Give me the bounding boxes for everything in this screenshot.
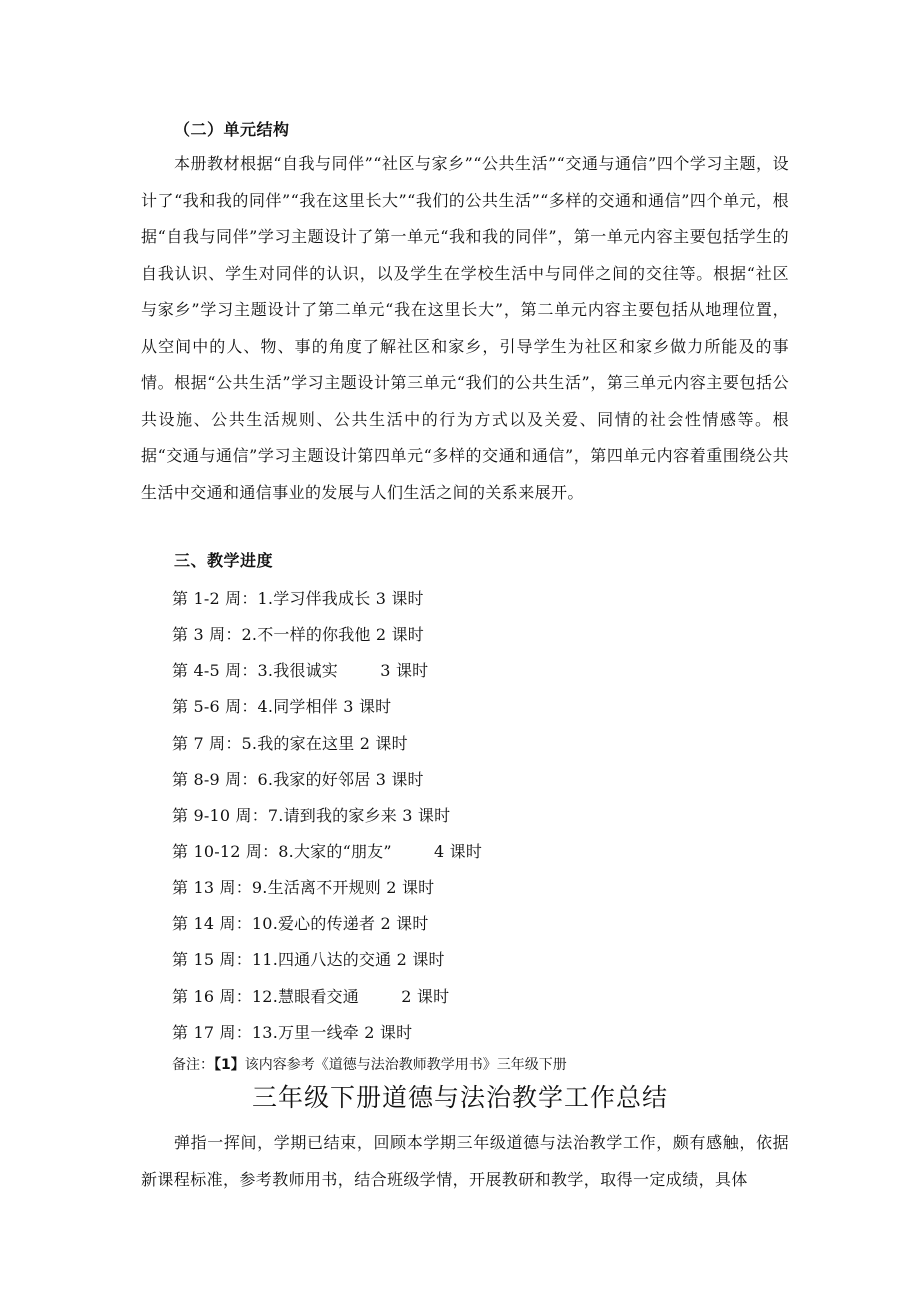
schedule-item: 第 14 周：10.爱心的传递者 2 课时 [172,914,429,934]
schedule-item: 第 16 周：12.慧眼看交通 2 课时 [172,986,450,1006]
schedule-item: 第 7 周：5.我的家在这里 2 课时 [172,733,408,753]
unit-structure-paragraph: 本册教材根据“自我与同伴”“社区与家乡”“公共生活”“交通与通信”四个学习主题，设计了“我和我的同伴”“我在这里长大”“我们的公共生活”“多样的交通和通信”四个单元，根据“自我与同伴”学习主题设计了第一单元“我和我的同伴”，第一单元内容主要包括学生的自我认识、学生对同伴的认识，以及学生在学校生活中与同伴之间的交往等。根据“社区与家乡”学习主题设计了第二单元“我在这里长大”，第二单元内容主要包括从地理位置，从空间中的人、物、事的角度了解社区和家乡，引导学生为社区和家乡做力所能及的事情。根据“公共生活”学习主题设计第三单元“我们的公共生活”，第三单元内容主要包括公共设施、公共生活规则、公共生活中的行为方式以及关爱、同情的社会性情感等。根据“交通与通信”学习主题设计第四单元“多样的交通和通信”，第四单元内容着重围绕公共生活中交通和通信事业的发展与人们生活之间的关系来展开。 [141,154,789,502]
footnote-text: 该内容参考《道德与法治教师教学用书》三年级下册 [244,1057,567,1073]
summary-title: 三年级下册道德与法治教学工作总结 [251,1083,668,1112]
footnote [172,1054,567,1074]
schedule-item: 第 15 周：11.四通八达的交通 2 课时 [172,950,445,970]
schedule-item: 第 3 周：2.不一样的你我他 2 课时 [172,625,424,645]
schedule-item: 第 1-2 周：1.学习伴我成长 3 课时 [172,589,424,608]
footnote-prefix: 备注： [172,1057,214,1073]
section-heading-unit-structure: （二）单元结构 [174,120,290,139]
summary-paragraph: 弹指一挥间，学期已结束，回顾本学期三年级道德与法治教学工作，颇有感触，依据新课程标准，参考教师用书，结合班级学情，开展教研和教学，取得一定成绩，具体 [141,1133,789,1189]
schedule-item: 第 17 周：13.万里一线牵 2 课时 [172,1022,413,1042]
schedule-list [172,586,772,1056]
schedule-item: 第 13 周：9.生活离不开规则 2 课时 [172,878,435,898]
schedule-item: 第 5-6 周：4.同学相伴 3 课时 [172,697,392,717]
schedule-item: 第 9-10 周：7.请到我的家乡来 3 课时 [172,805,451,825]
schedule-item: 第 10-12 周：8.大家的“朋友” 4 课时 [172,841,483,861]
footnote-tag: 【1】 [214,1057,245,1073]
schedule-item: 第 8-9 周：6.我家的好邻居 3 课时 [172,769,424,789]
section-heading-schedule: 三、教学进度 [174,551,274,570]
schedule-item: 第 4-5 周：3.我很诚实 3 课时 [172,661,429,681]
